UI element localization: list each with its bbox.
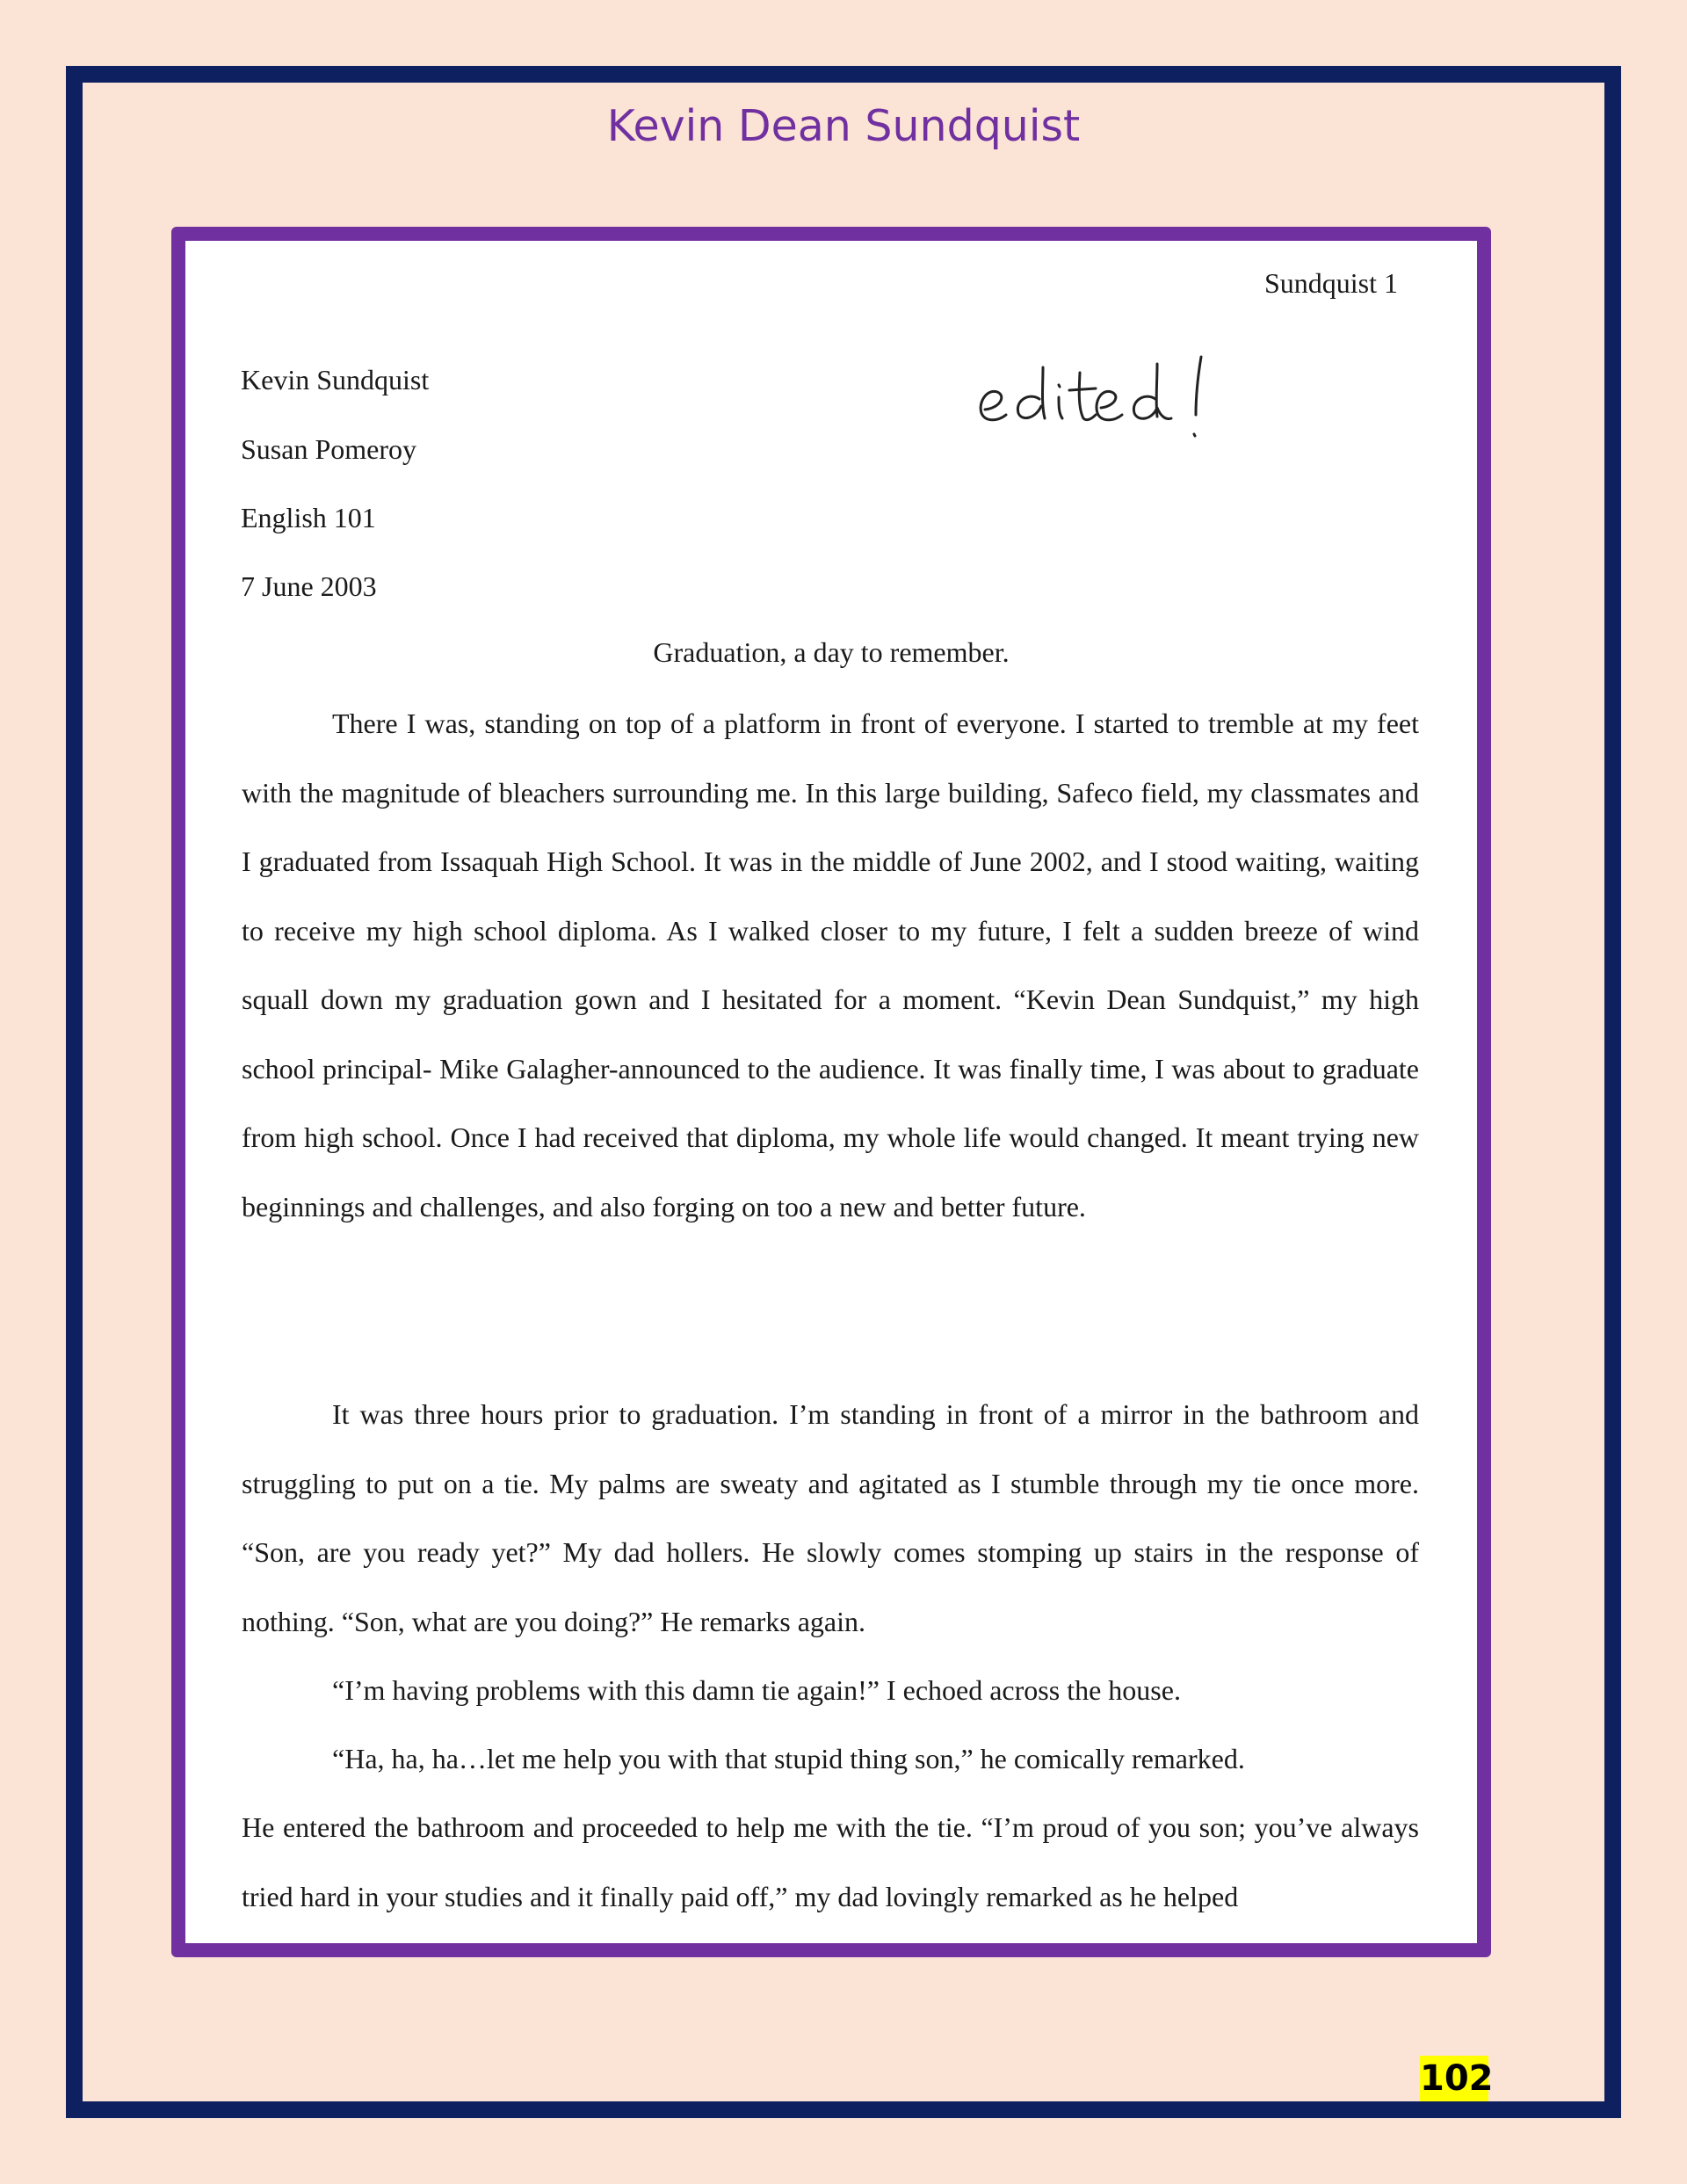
instructor-name: Susan Pomeroy	[241, 433, 416, 465]
essay-paragraph: He entered the bathroom and proceeded to help me with the tie. “I’m proud of you son; you’ve always tried hard in your studies and it finally paid off,” my dad lovingly remarked as he helped	[242, 1811, 1419, 1912]
course-name: English 101	[241, 502, 376, 533]
scanned-page-frame	[171, 227, 1491, 1957]
essay-paragraph: “I’m having problems with this damn tie again!” I echoed across the house.	[332, 1674, 1181, 1706]
essay-paragraph: There I was, standing on top of a platform in front of everyone. I started to tremble at my feet with the magnitude of bleachers surrounding me. In this large building, Safeco field, my classmates and I graduated from Issaquah High School. It was in the middle of June 2002, and I stood waiting, waiting to receive my high school diploma. As I walked closer to my future, I felt a sudden breeze of wind squall down my graduation gown and I hesitated for a moment. “Kevin Dean Sundquist,” my high school principal- Mike Galagher-announced to the audience. It was finally time, I was about to graduate from high school. Once I had received that diploma, my whole life would changed. It meant trying new beginnings and challenges, and also forging on too a new and better future.	[242, 707, 1419, 1223]
handwritten-edited-note	[967, 337, 1266, 452]
essay-date: 7 June 2003	[241, 570, 377, 602]
student-name: Kevin Sundquist	[241, 364, 430, 395]
scanned-essay-page	[185, 241, 1477, 1943]
running-head: Sundquist 1	[1263, 267, 1398, 299]
essay-paragraph: It was three hours prior to graduation. I’m standing in front of a mirror in the bathroom and struggling to put on a tie. My palms are sweaty and agitated as I stumble through my tie once more. “Son, are you ready yet?” My dad hollers. He slowly comes stomping up stairs in the response of nothing. “Son, what are you doing?” He remarks again.	[242, 1398, 1419, 1637]
essay-paragraph: “Ha, ha, ha…let me help you with that stupid thing son,” he comically remarked.	[332, 1743, 1245, 1774]
page-number: 102	[1420, 2056, 1488, 2101]
page-header-author-name: Kevin Dean Sundquist	[606, 101, 1081, 151]
essay-title: Graduation, a day to remember.	[653, 636, 1010, 668]
